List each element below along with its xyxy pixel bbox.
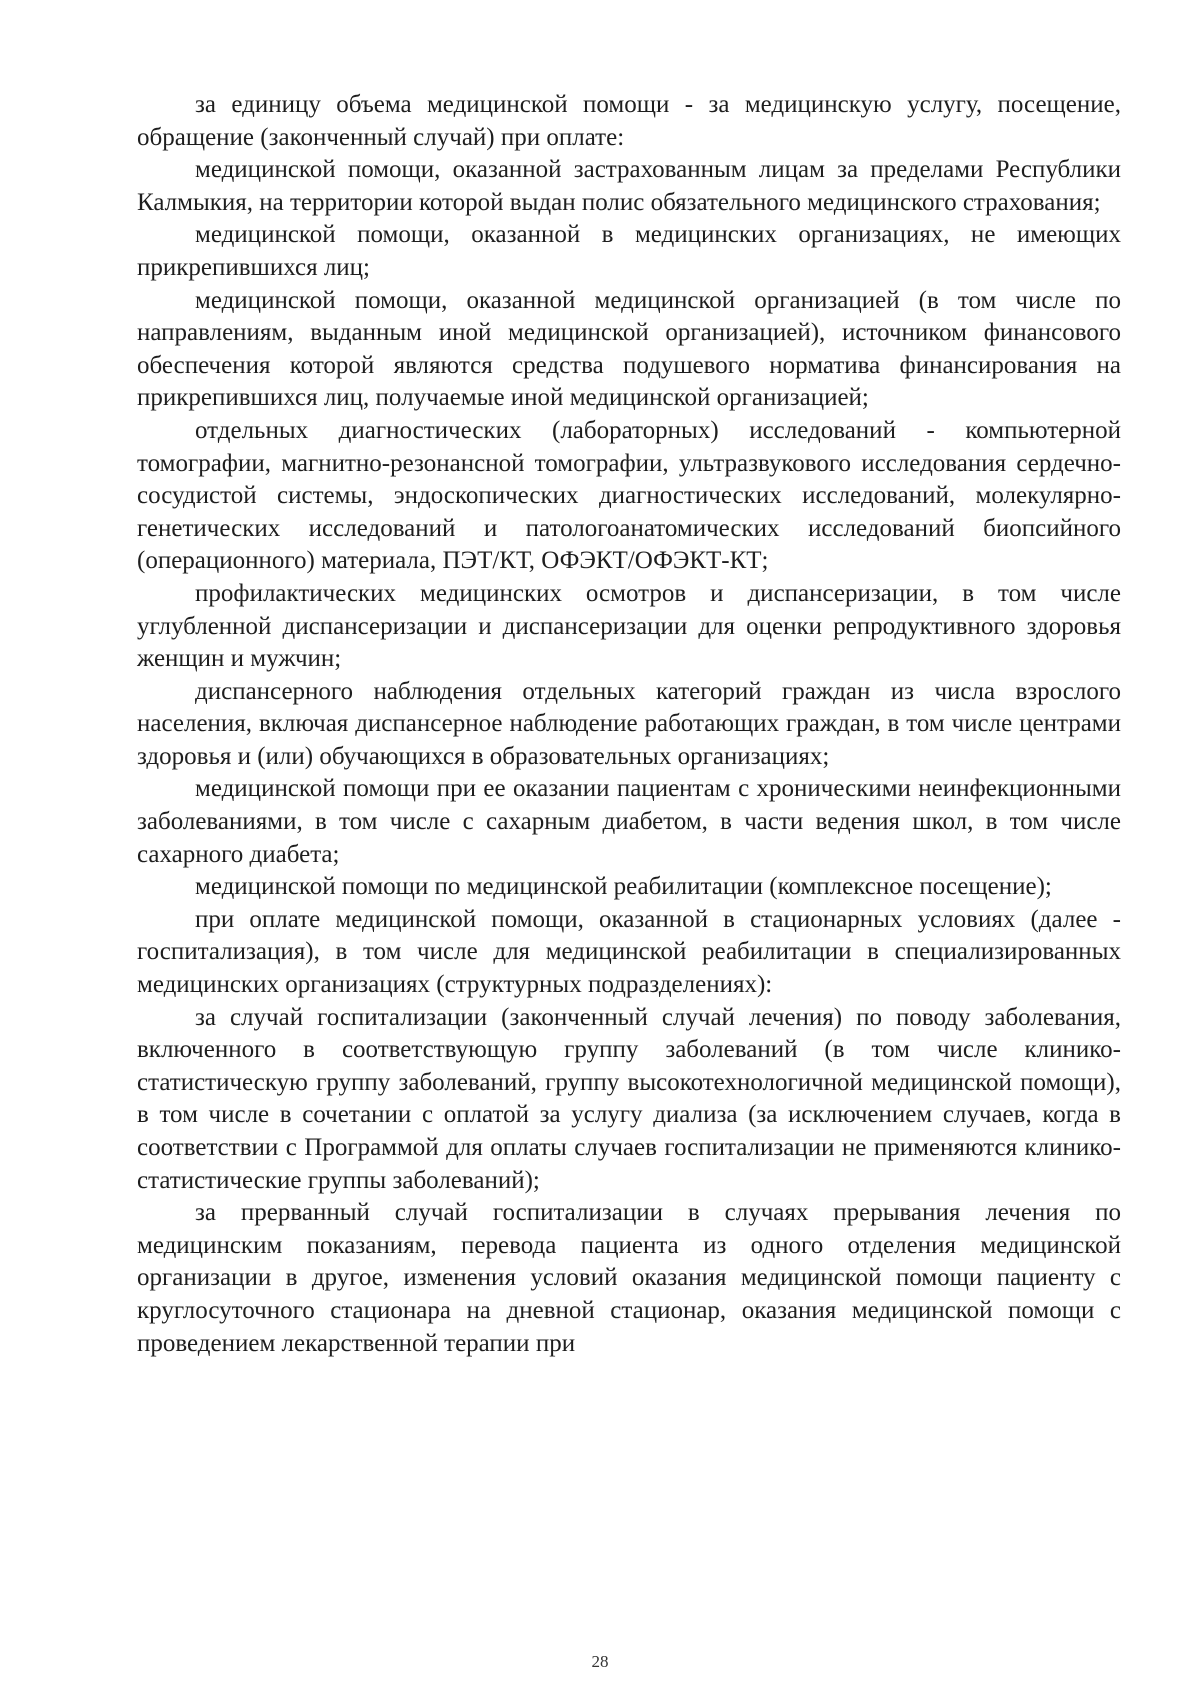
paragraph: медицинской помощи, оказанной застрахованным лицам за пределами Республики Калмыкия, на территории которой выдан полис обязательного медицинского страхования; xyxy=(137,156,1121,216)
paragraph: за единицу объема медицинской помощи - за медицинскую услугу, посещение, обращение (законченный случай) при оплате: xyxy=(137,91,1121,151)
paragraph: медицинской помощи, оказанной медицинской организацией (в том числе по направлениям, выданным иной медицинской организацией), источником финансового обеспечения которой являются средства подушевого норматива финансирования на прикрепившихся лиц, получаемые иной медицинской организацией; xyxy=(137,286,1121,412)
paragraph: медицинской помощи по медицинской реабилитации (комплексное посещение); xyxy=(195,873,1052,901)
body-text xyxy=(137,89,1121,1360)
paragraph: медицинской помощи, оказанной в медицинских организациях, не имеющих прикрепившихся лиц; xyxy=(137,221,1121,281)
paragraph: медицинской помощи при ее оказании пациентам с хроническими неинфекционными заболеваниями, в том числе с сахарным диабетом, в части ведения школ, в том числе сахарного диабета; xyxy=(137,775,1121,868)
paragraph: диспансерного наблюдения отдельных категорий граждан из числа взрослого населения, включая диспансерное наблюдение работающих граждан, в том числе центрами здоровья и (или) обучающихся в образовательных организациях; xyxy=(137,677,1121,770)
paragraph: за случай госпитализации (законченный случай лечения) по поводу заболевания, включенного в соответствующую группу заболеваний (в том числе клинико-статистическую группу заболеваний, группу высокотехнологичной медицинской помощи), в том числе в сочетании с оплатой за услугу диализа (за исключением случаев, когда в соответствии с Программой для оплаты случаев госпитализации не применяются клинико-статистические группы заболеваний); xyxy=(137,1003,1121,1194)
paragraph: отдельных диагностических (лабораторных) исследований - компьютерной томографии, магнитно-резонансной томографии, ультразвукового исследования сердечно-сосудистой системы, эндоскопических диагностических исследований, молекулярно-генетических исследований и патологоанатомических исследований биопсийного (операционного) материала, ПЭТ/КТ, ОФЭКТ/ОФЭКТ-КТ; xyxy=(137,416,1121,575)
paragraph: при оплате медицинской помощи, оказанной в стационарных условиях (далее - госпитализация), в том числе для медицинской реабилитации в специализированных медицинских организациях (структурных подразделениях): xyxy=(137,905,1121,999)
paragraph: профилактических медицинских осмотров и диспансеризации, в том числе углубленной диспансеризации и диспансеризации для оценки репродуктивного здоровья женщин и мужчин; xyxy=(137,579,1121,673)
paragraph: за прерванный случай госпитализации в случаях прерывания лечения по медицинским показаниям, перевода пациента из одного отделения медицинской организации в другое, изменения условий оказания медицинской помощи пациенту с круглосуточного стационара на дневной стационар, оказания медицинской помощи с проведением лекарственной терапии при xyxy=(137,1199,1121,1357)
page-number: 28 xyxy=(591,1652,609,1671)
